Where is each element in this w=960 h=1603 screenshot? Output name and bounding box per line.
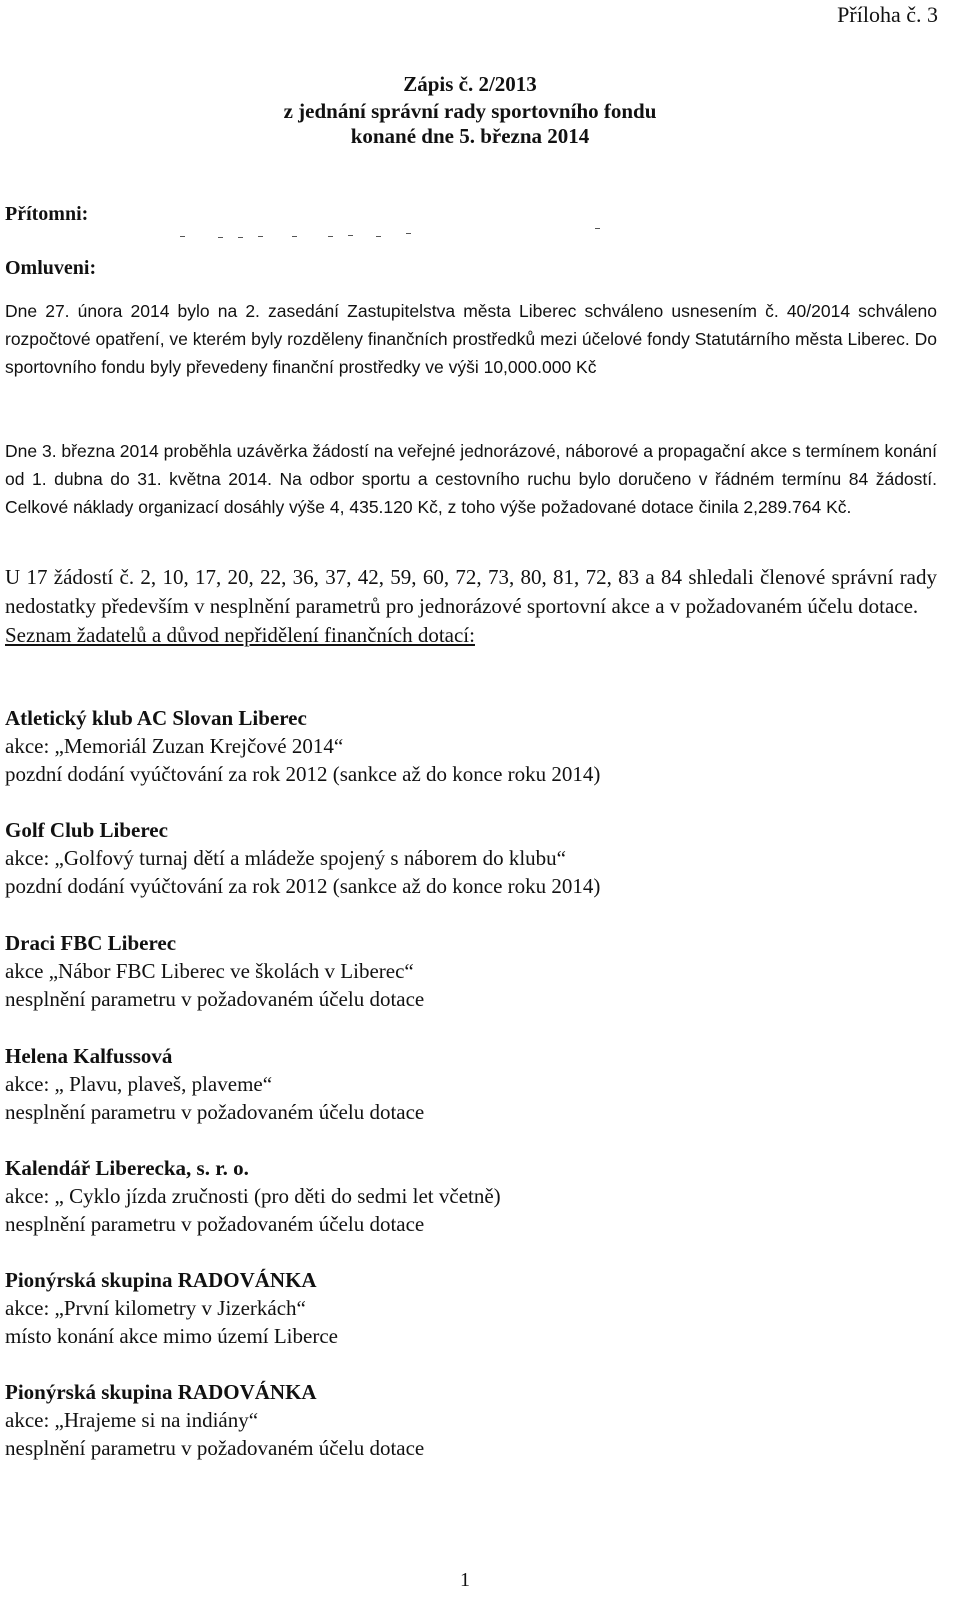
applicant-reason: nesplnění parametru v požadovaném účelu dotace — [5, 987, 425, 1011]
applicant-reason: nesplnění parametru v požadovaném účelu dotace — [5, 1436, 425, 1460]
applicant-name: Helena Kalfussová — [5, 1044, 173, 1068]
paragraph-deficiencies — [5, 563, 937, 650]
applicant-event: akce: „Memoriál Zuzan Krejčové 2014“ — [5, 734, 344, 758]
scan-dashes — [180, 232, 440, 236]
meeting-date: konané dne 5. března 2014 — [350, 124, 590, 148]
applicant-event: akce: „První kilometry v Jizerkách“ — [5, 1296, 306, 1320]
applicant-entry — [5, 1042, 937, 1126]
present-label: Přítomni: — [5, 203, 89, 225]
list-heading: Seznam žadatelů a důvod nepřidělení finančních dotací: — [5, 623, 475, 647]
applicant-reason: místo konání akce mimo území Liberce — [5, 1324, 338, 1348]
applicant-entry — [5, 1378, 937, 1462]
scan-dash — [595, 228, 600, 229]
applicant-name: Draci FBC Liberec — [5, 931, 177, 955]
page-number: 1 — [460, 1569, 470, 1591]
attachment-label: Příloha č. 3 — [837, 2, 938, 27]
applicant-event: akce: „Golfový turnaj dětí a mládeže spojený s náborem do klubu“ — [5, 846, 566, 870]
applicant-event: akce: „ Plavu, plaveš, plaveme“ — [5, 1072, 273, 1096]
applicant-name: Atletický klub AC Slovan Liberec — [5, 706, 307, 730]
applicant-event: akce: „Hrajeme si na indiány“ — [5, 1408, 259, 1432]
applicant-entry — [5, 1266, 937, 1350]
document-subtitle: z jednání správní rady sportovního fondu — [283, 99, 657, 123]
applicant-event: akce: „ Cyklo jízda zručnosti (pro děti do sedmi let včetně) — [5, 1184, 501, 1208]
applicant-name: Golf Club Liberec — [5, 818, 168, 842]
paragraph-budget: Dne 27. února 2014 bylo na 2. zasedání Zastupitelstva města Liberec schváleno usnesením č. 40/2014 schváleno rozpočtové opatření, ve kterém byly rozděleny finančních prostředků mezi účelové fondy Statutárního města Liberec. Do sportovního fondu byly převedeny finanční prostředky ve výši 10,000.000 Kč — [5, 301, 937, 377]
applicant-event: akce „Nábor FBC Liberec ve školách v Liberec“ — [5, 959, 414, 983]
applicant-entry — [5, 816, 937, 900]
applicant-reason: nesplnění parametru v požadovaném účelu dotace — [5, 1212, 425, 1236]
applicant-reason: nesplnění parametru v požadovaném účelu dotace — [5, 1100, 425, 1124]
document-title: Zápis č. 2/2013 — [403, 72, 537, 96]
applicant-entry — [5, 704, 937, 788]
applicant-name: Pionýrská skupina RADOVÁNKA — [5, 1268, 317, 1292]
paragraph-applications: Dne 3. března 2014 proběhla uzávěrka žádostí na veřejné jednorázové, náborové a propagační akce s termínem konání od 1. dubna do 31. května 2014. Na odbor sportu a cestovního ruchu bylo doručeno v řádném termínu 84 žádostí. Celkové náklady organizací dosáhly výše 4, 435.120 Kč, z toho výše požadované dotace činila 2,289.764 Kč. — [5, 441, 937, 517]
applicant-name: Pionýrská skupina RADOVÁNKA — [5, 1380, 317, 1404]
excused-label: Omluveni: — [5, 257, 97, 279]
applicant-name: Kalendář Liberecka, s. r. o. — [5, 1156, 249, 1180]
applicant-reason: pozdní dodání vyúčtování za rok 2012 (sankce až do konce roku 2014) — [5, 762, 601, 786]
applicant-entry — [5, 1154, 937, 1238]
applicant-reason: pozdní dodání vyúčtování za rok 2012 (sankce až do konce roku 2014) — [5, 874, 601, 898]
applicant-entry — [5, 929, 937, 1013]
deficiencies-text: U 17 žádostí č. 2, 10, 17, 20, 22, 36, 37, 42, 59, 60, 72, 73, 80, 81, 72, 83 a 84 shledali členové správní rady nedostatky především v nesplnění parametrů pro jednorázové sportovní akce a v požadovaném účelu dotace. — [5, 565, 937, 618]
